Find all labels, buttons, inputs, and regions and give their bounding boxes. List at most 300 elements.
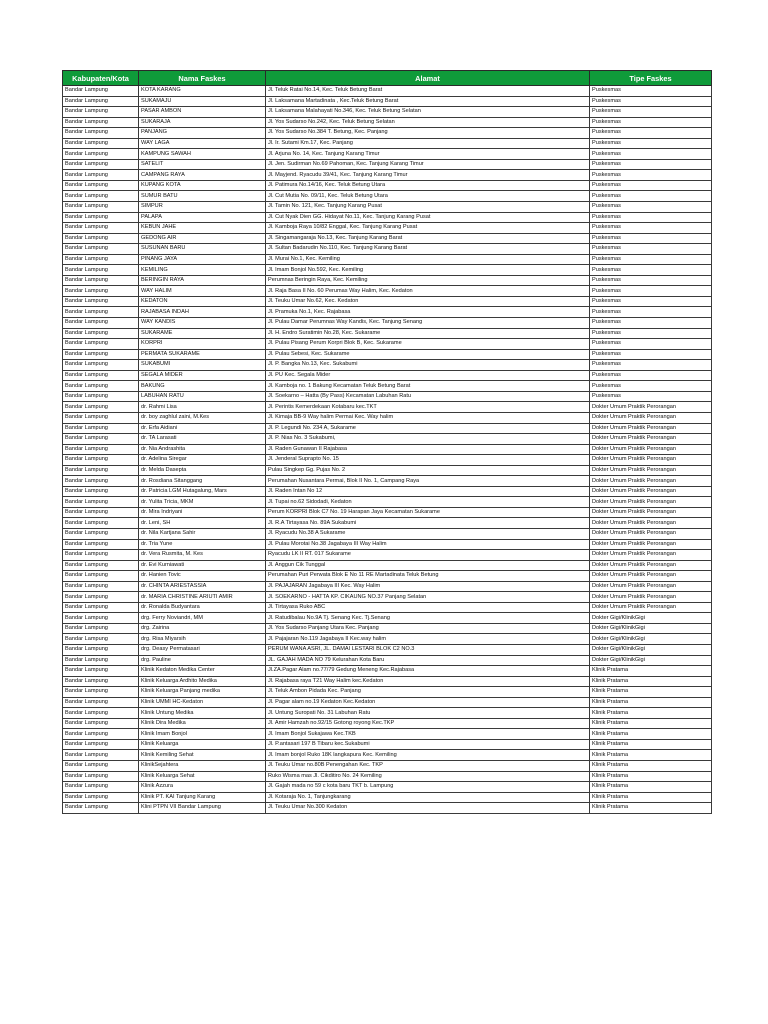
cell-nama-faskes: dr. Rahmi Lisa <box>139 402 266 413</box>
table-row <box>63 571 712 582</box>
cell-nama-faskes: Klinik PT. KAI Tanjung Karang <box>139 792 266 803</box>
cell-kabupaten: Bandar Lampung <box>63 86 139 97</box>
cell-alamat: Jl. P. Nias No. 3 Sukabumi, <box>266 434 590 445</box>
table-row <box>63 708 712 719</box>
cell-tipe-faskes: Klinik Pratama <box>590 708 712 719</box>
cell-alamat: Jl. Jen. Sudirman No.69 Pahoman, Kec. Tanjung Karang Timur <box>266 159 590 170</box>
cell-tipe-faskes: Dokter Umum Praktik Perorangan <box>590 528 712 539</box>
cell-nama-faskes: SUKARAJA <box>139 117 266 128</box>
cell-alamat: Jl. Kamboja no. 1 Bakung Kecamatan Teluk Betung Barat <box>266 381 590 392</box>
cell-kabupaten: Bandar Lampung <box>63 233 139 244</box>
table-row <box>63 803 712 814</box>
cell-tipe-faskes: Puskesmas <box>590 202 712 213</box>
cell-alamat: Jl. Kamboja Raya 10/82 Enggal, Kec. Tanjung Karang Pusat <box>266 223 590 234</box>
cell-kabupaten: Bandar Lampung <box>63 339 139 350</box>
cell-tipe-faskes: Dokter Umum Praktik Perorangan <box>590 423 712 434</box>
table-row <box>63 666 712 677</box>
cell-alamat: Jl. Teuku Umar no.80B Penengahan Kec. TKP <box>266 761 590 772</box>
cell-kabupaten: Bandar Lampung <box>63 286 139 297</box>
table-row <box>63 528 712 539</box>
cell-alamat: Perum KORPRI Blok C7 No. 19 Harapan Jaya Kecamatan Sukarame <box>266 507 590 518</box>
cell-tipe-faskes: Dokter Umum Praktik Perorangan <box>590 455 712 466</box>
cell-alamat: Jl. P.antasari 197 B Tibaru kec.Sukabumi <box>266 739 590 750</box>
cell-nama-faskes: SUMUR BATU <box>139 191 266 202</box>
cell-tipe-faskes: Dokter Umum Praktik Perorangan <box>590 465 712 476</box>
cell-kabupaten: Bandar Lampung <box>63 180 139 191</box>
cell-alamat: Jl. Yos Sudarso Panjang Utara Kec. Panjang <box>266 623 590 634</box>
cell-alamat: Jl. PAJAJARAN Jagabaya III Kec. Way Halim <box>266 581 590 592</box>
table-row <box>63 581 712 592</box>
cell-nama-faskes: SATELIT <box>139 159 266 170</box>
cell-tipe-faskes: Puskesmas <box>590 170 712 181</box>
cell-nama-faskes: dr. Adelina Siregar <box>139 455 266 466</box>
cell-alamat: Jl. Arjuna No. 14, Kec. Tanjung Karang Timur <box>266 149 590 160</box>
cell-nama-faskes: dr. CHINTA ARIESTASSIA <box>139 581 266 592</box>
table-row <box>63 233 712 244</box>
table-row <box>63 423 712 434</box>
cell-kabupaten: Bandar Lampung <box>63 528 139 539</box>
table-row <box>63 86 712 97</box>
cell-tipe-faskes: Dokter Umum Praktik Perorangan <box>590 434 712 445</box>
cell-nama-faskes: dr. boy zaghlul zaini, M.Kes <box>139 412 266 423</box>
cell-tipe-faskes: Klinik Pratama <box>590 739 712 750</box>
table-row <box>63 318 712 329</box>
cell-alamat: JL. GAJAH MADA NO 79 Kelurahan Kota Baru <box>266 655 590 666</box>
faskes-table <box>62 70 712 814</box>
cell-tipe-faskes: Puskesmas <box>590 328 712 339</box>
cell-nama-faskes: drg. Pauline <box>139 655 266 666</box>
cell-tipe-faskes: Klinik Pratama <box>590 803 712 814</box>
cell-kabupaten: Bandar Lampung <box>63 381 139 392</box>
cell-nama-faskes: PANJANG <box>139 128 266 139</box>
cell-tipe-faskes: Puskesmas <box>590 233 712 244</box>
cell-alamat: Jl. Ir. Sutami Km.17, Kec. Panjang <box>266 138 590 149</box>
cell-alamat: Jl. Yos Sudarso No.384 T. Betung, Kec. Panjang <box>266 128 590 139</box>
cell-nama-faskes: Klinik Untung Medika <box>139 708 266 719</box>
cell-kabupaten: Bandar Lampung <box>63 455 139 466</box>
cell-alamat: Jl. Soekarno – Hatta (By Pass) Kecamatan Labuhan Ratu <box>266 391 590 402</box>
cell-tipe-faskes: Puskesmas <box>590 370 712 381</box>
table-row <box>63 476 712 487</box>
cell-alamat: Jl. Gajah mada no 59 c kota baru TKT b. Lampung <box>266 782 590 793</box>
cell-kabupaten: Bandar Lampung <box>63 687 139 698</box>
cell-alamat: Jl. Raja Basa II No. 60 Perumas Way Halim, Kec. Kedaton <box>266 286 590 297</box>
cell-nama-faskes: dr. Tria Yune <box>139 539 266 550</box>
cell-tipe-faskes: Puskesmas <box>590 360 712 371</box>
cell-tipe-faskes: Dokter Gigi/KlinikGigi <box>590 644 712 655</box>
cell-kabupaten: Bandar Lampung <box>63 697 139 708</box>
cell-alamat: Jl. Singamangaraja No.13, Kec. Tanjung Karang Barat <box>266 233 590 244</box>
cell-kabupaten: Bandar Lampung <box>63 518 139 529</box>
cell-alamat: Jl. Pulau Damar Perumnas Way Kandis, Kec. Tanjung Senang <box>266 318 590 329</box>
cell-tipe-faskes: Dokter Gigi/KlinikGigi <box>590 655 712 666</box>
cell-tipe-faskes: Klinik Pratama <box>590 792 712 803</box>
table-row <box>63 265 712 276</box>
cell-nama-faskes: KEDATON <box>139 296 266 307</box>
cell-nama-faskes: PASAR AMBON <box>139 107 266 118</box>
cell-kabupaten: Bandar Lampung <box>63 560 139 571</box>
cell-tipe-faskes: Dokter Umum Praktik Perorangan <box>590 571 712 582</box>
cell-kabupaten: Bandar Lampung <box>63 623 139 634</box>
table-row <box>63 170 712 181</box>
cell-alamat: Jl.ZA.Pagar Alam no.77/79 Gedung Meneng Kec.Rajabasa <box>266 666 590 677</box>
table-row <box>63 370 712 381</box>
cell-kabupaten: Bandar Lampung <box>63 191 139 202</box>
cell-kabupaten: Bandar Lampung <box>63 718 139 729</box>
table-body <box>63 86 712 814</box>
cell-tipe-faskes: Klinik Pratama <box>590 718 712 729</box>
table-row <box>63 739 712 750</box>
cell-alamat: Jl. Raden Gunawan II Rajabasa <box>266 444 590 455</box>
cell-nama-faskes: RAJABASA INDAH <box>139 307 266 318</box>
table-row <box>63 497 712 508</box>
cell-nama-faskes: dr. Erfa Aidiani <box>139 423 266 434</box>
table-row <box>63 465 712 476</box>
cell-kabupaten: Bandar Lampung <box>63 539 139 550</box>
cell-nama-faskes: BAKUNG <box>139 381 266 392</box>
cell-kabupaten: Bandar Lampung <box>63 149 139 160</box>
cell-kabupaten: Bandar Lampung <box>63 634 139 645</box>
cell-alamat: Perumahan Nusantara Permai, Blok II No. 1, Campang Raya <box>266 476 590 487</box>
cell-kabupaten: Bandar Lampung <box>63 644 139 655</box>
cell-nama-faskes: dr. Leni, SH <box>139 518 266 529</box>
table-row <box>63 307 712 318</box>
table-row <box>63 592 712 603</box>
cell-tipe-faskes: Puskesmas <box>590 128 712 139</box>
cell-nama-faskes: SIMPUR <box>139 202 266 213</box>
cell-kabupaten: Bandar Lampung <box>63 265 139 276</box>
table-row <box>63 560 712 571</box>
cell-nama-faskes: dr. Nila Kartjana Sahir <box>139 528 266 539</box>
cell-kabupaten: Bandar Lampung <box>63 318 139 329</box>
cell-kabupaten: Bandar Lampung <box>63 328 139 339</box>
cell-alamat: Jl. Ratudibalau No.9A Tj. Senang Kec. Tj.Senang <box>266 613 590 624</box>
cell-kabupaten: Bandar Lampung <box>63 782 139 793</box>
table-row <box>63 602 712 613</box>
cell-alamat: Jl. Laksamana Malahayati No.346, Kec. Teluk Betung Selatan <box>266 107 590 118</box>
cell-tipe-faskes: Dokter Gigi/KlinikGigi <box>590 623 712 634</box>
table-row <box>63 771 712 782</box>
cell-tipe-faskes: Puskesmas <box>590 307 712 318</box>
cell-kabupaten: Bandar Lampung <box>63 792 139 803</box>
cell-tipe-faskes: Dokter Umum Praktik Perorangan <box>590 581 712 592</box>
cell-nama-faskes: GEDONG AIR <box>139 233 266 244</box>
cell-alamat: Jl. Rajabasa raya T21 Way Halim kec.Kedaton <box>266 676 590 687</box>
cell-nama-faskes: KEBUN JAHE <box>139 223 266 234</box>
cell-alamat: Jl. Pulau Sebesi, Kec. Sukarame <box>266 349 590 360</box>
table-row <box>63 792 712 803</box>
cell-nama-faskes: dr. Vera Rusmita, M. Kes <box>139 550 266 561</box>
cell-kabupaten: Bandar Lampung <box>63 708 139 719</box>
cell-nama-faskes: drg. Risa Miyarsih <box>139 634 266 645</box>
cell-tipe-faskes: Puskesmas <box>590 107 712 118</box>
cell-tipe-faskes: Puskesmas <box>590 254 712 265</box>
header-alamat: Alamat <box>266 71 590 86</box>
cell-nama-faskes: SEGALA MIDER <box>139 370 266 381</box>
table-row <box>63 244 712 255</box>
cell-nama-faskes: SUKARAME <box>139 328 266 339</box>
cell-tipe-faskes: Dokter Umum Praktik Perorangan <box>590 602 712 613</box>
cell-alamat: Perumnas Beringin Raya, Kec. Kemiling <box>266 275 590 286</box>
cell-alamat: Jl. Tirtayasa Ruko ABC <box>266 602 590 613</box>
table-row <box>63 518 712 529</box>
cell-alamat: Jl. Teluk Ratai No.14, Kec. Teluk Betung Barat <box>266 86 590 97</box>
table-row <box>63 676 712 687</box>
table-row <box>63 761 712 772</box>
cell-tipe-faskes: Dokter Umum Praktik Perorangan <box>590 412 712 423</box>
table-row <box>63 507 712 518</box>
cell-kabupaten: Bandar Lampung <box>63 254 139 265</box>
cell-nama-faskes: PINANG JAYA <box>139 254 266 265</box>
cell-nama-faskes: dr. Melda Dasepta <box>139 465 266 476</box>
cell-kabupaten: Bandar Lampung <box>63 307 139 318</box>
cell-alamat: Jl. Pramuka No.1, Kec. Rajabasa <box>266 307 590 318</box>
cell-alamat: Jl. Kimaja BB-9 Way halim Permai Kec. Way halim <box>266 412 590 423</box>
cell-nama-faskes: Klinik Keluarga Sehat <box>139 771 266 782</box>
cell-kabupaten: Bandar Lampung <box>63 159 139 170</box>
cell-alamat: Jl. Patimura No.14/16, Kec. Teluk Betung Utara <box>266 180 590 191</box>
table-row <box>63 360 712 371</box>
cell-nama-faskes: dr. TA Larasati <box>139 434 266 445</box>
cell-tipe-faskes: Dokter Umum Praktik Perorangan <box>590 560 712 571</box>
cell-alamat: Jl. P. Legundi No. 234 A, Sukarame <box>266 423 590 434</box>
table-row <box>63 750 712 761</box>
table-row <box>63 486 712 497</box>
cell-tipe-faskes: Puskesmas <box>590 286 712 297</box>
cell-alamat: Jl. Cut Nyak Dien GG. Hidayat No.11, Kec. Tanjung Karang Pusat <box>266 212 590 223</box>
cell-kabupaten: Bandar Lampung <box>63 349 139 360</box>
cell-alamat: Jl. Amir Hamzah no.92/15 Gotong royong Kec.TKP <box>266 718 590 729</box>
cell-alamat: Jl. Ryacudu No.38 A Sukarame <box>266 528 590 539</box>
cell-alamat: Jl. Pajajaran No.119 Jagabaya II Kec.way halim <box>266 634 590 645</box>
cell-alamat: Jl. Tupai no.62 Sidodadi, Kedaton <box>266 497 590 508</box>
cell-alamat: Jl. Mayjend. Ryacudu 39/41, Kec. Tanjung Karang Timur <box>266 170 590 181</box>
cell-kabupaten: Bandar Lampung <box>63 676 139 687</box>
cell-kabupaten: Bandar Lampung <box>63 486 139 497</box>
table-row <box>63 634 712 645</box>
table-row <box>63 212 712 223</box>
cell-alamat: Jl. Raden Intan No 12 <box>266 486 590 497</box>
cell-alamat: Jl. Yos Sudarso No.242, Kec. Teluk Betung Selatan <box>266 117 590 128</box>
cell-tipe-faskes: Klinik Pratama <box>590 761 712 772</box>
table-row <box>63 391 712 402</box>
table-row <box>63 328 712 339</box>
cell-tipe-faskes: Klinik Pratama <box>590 666 712 677</box>
table-row <box>63 550 712 561</box>
cell-nama-faskes: dr. Mira Indriyani <box>139 507 266 518</box>
cell-tipe-faskes: Puskesmas <box>590 149 712 160</box>
cell-kabupaten: Bandar Lampung <box>63 107 139 118</box>
table-row <box>63 296 712 307</box>
cell-nama-faskes: dr. Hanien Tovic <box>139 571 266 582</box>
cell-kabupaten: Bandar Lampung <box>63 212 139 223</box>
cell-nama-faskes: dr. Evi Kurniawati <box>139 560 266 571</box>
cell-tipe-faskes: Puskesmas <box>590 86 712 97</box>
cell-tipe-faskes: Klinik Pratama <box>590 750 712 761</box>
cell-alamat: Jl. Pagar alam no.19 Kedaton Kec.Kedaton <box>266 697 590 708</box>
table-row <box>63 434 712 445</box>
cell-kabupaten: Bandar Lampung <box>63 434 139 445</box>
table-row <box>63 180 712 191</box>
table-row <box>63 412 712 423</box>
cell-kabupaten: Bandar Lampung <box>63 391 139 402</box>
cell-nama-faskes: Klinik Kedaton Medika Center <box>139 666 266 677</box>
cell-nama-faskes: CAMPANG RAYA <box>139 170 266 181</box>
cell-nama-faskes: KUPANG KOTA <box>139 180 266 191</box>
cell-kabupaten: Bandar Lampung <box>63 370 139 381</box>
cell-kabupaten: Bandar Lampung <box>63 412 139 423</box>
table-row <box>63 613 712 624</box>
cell-alamat: Jl. Jenderal Suprapto No. 15 <box>266 455 590 466</box>
cell-alamat: Ruko Wisma mas Jl. Cikditiro No. 24 Kemiling <box>266 771 590 782</box>
header-nama-faskes: Nama Faskes <box>139 71 266 86</box>
cell-alamat: Jl. Sultan Badarudin No.110, Kec. Tanjung Karang Barat <box>266 244 590 255</box>
cell-tipe-faskes: Puskesmas <box>590 275 712 286</box>
cell-tipe-faskes: Klinik Pratama <box>590 729 712 740</box>
cell-nama-faskes: KOTA KARANG <box>139 86 266 97</box>
cell-alamat: Jl. Imam Bonjol Sukajawa Kec.TKB <box>266 729 590 740</box>
cell-alamat: Jl. P. Bangka No.13, Kec. Sukabumi <box>266 360 590 371</box>
cell-kabupaten: Bandar Lampung <box>63 170 139 181</box>
cell-tipe-faskes: Puskesmas <box>590 349 712 360</box>
cell-alamat: Jl. Cut Mutia No. 09/11, Kec. Teluk Betung Utara <box>266 191 590 202</box>
table-row <box>63 349 712 360</box>
table-row <box>63 202 712 213</box>
cell-nama-faskes: dr. Rosdiana Sitanggang <box>139 476 266 487</box>
table-row <box>63 697 712 708</box>
cell-nama-faskes: PERMATA SUKARAME <box>139 349 266 360</box>
cell-tipe-faskes: Puskesmas <box>590 223 712 234</box>
table-row <box>63 339 712 350</box>
cell-nama-faskes: Klinik Keluarga <box>139 739 266 750</box>
cell-alamat: Jl. Pulau Pisang Perum Korpri Blok B, Kec. Sukarame <box>266 339 590 350</box>
cell-tipe-faskes: Dokter Umum Praktik Perorangan <box>590 402 712 413</box>
cell-kabupaten: Bandar Lampung <box>63 613 139 624</box>
cell-alamat: Jl. R.A Tirtayasa No. 89A Sukabumi <box>266 518 590 529</box>
cell-nama-faskes: BERINGIN RAYA <box>139 275 266 286</box>
cell-kabupaten: Bandar Lampung <box>63 202 139 213</box>
cell-nama-faskes: WAY LAGA <box>139 138 266 149</box>
cell-kabupaten: Bandar Lampung <box>63 444 139 455</box>
header-tipe-faskes: Tipe Faskes <box>590 71 712 86</box>
cell-nama-faskes: Klinik Keluarga Panjang medika <box>139 687 266 698</box>
cell-nama-faskes: drg. Zairina <box>139 623 266 634</box>
table-row <box>63 655 712 666</box>
cell-tipe-faskes: Puskesmas <box>590 381 712 392</box>
table-row <box>63 381 712 392</box>
cell-alamat: Jl. Teuku Umar No.62, Kec. Kedaton <box>266 296 590 307</box>
cell-alamat: Jl. Murai No.1, Kec. Kemiling <box>266 254 590 265</box>
cell-tipe-faskes: Puskesmas <box>590 159 712 170</box>
cell-kabupaten: Bandar Lampung <box>63 571 139 582</box>
cell-tipe-faskes: Puskesmas <box>590 339 712 350</box>
cell-tipe-faskes: Klinik Pratama <box>590 771 712 782</box>
cell-tipe-faskes: Klinik Pratama <box>590 676 712 687</box>
table-row <box>63 444 712 455</box>
cell-alamat: Jl. Anggun Cik Tunggal <box>266 560 590 571</box>
cell-alamat: Jl. H. Endro Suratimin No.28, Kec. Sukarame <box>266 328 590 339</box>
table-row <box>63 286 712 297</box>
cell-alamat: PERUM WANA ASRI, JL. DAMAI LESTARI BLOK C2 NO.3 <box>266 644 590 655</box>
cell-kabupaten: Bandar Lampung <box>63 602 139 613</box>
cell-nama-faskes: KORPRI <box>139 339 266 350</box>
cell-nama-faskes: SUKAMAJU <box>139 96 266 107</box>
faskes-sheet <box>62 70 711 814</box>
cell-tipe-faskes: Puskesmas <box>590 191 712 202</box>
cell-kabupaten: Bandar Lampung <box>63 666 139 677</box>
cell-nama-faskes: dr. Nia Andrashita <box>139 444 266 455</box>
cell-kabupaten: Bandar Lampung <box>63 138 139 149</box>
cell-tipe-faskes: Puskesmas <box>590 117 712 128</box>
cell-tipe-faskes: Klinik Pratama <box>590 697 712 708</box>
cell-tipe-faskes: Dokter Gigi/KlinikGigi <box>590 634 712 645</box>
cell-tipe-faskes: Puskesmas <box>590 96 712 107</box>
cell-alamat: Jl. Teuku Umar No.300 Kedaton <box>266 803 590 814</box>
cell-kabupaten: Bandar Lampung <box>63 761 139 772</box>
cell-nama-faskes: KlinikSejahtera <box>139 761 266 772</box>
cell-nama-faskes: KEMILING <box>139 265 266 276</box>
cell-alamat: Jl. Perintis Kemerdekaan Kotabaru kec.TKT <box>266 402 590 413</box>
cell-nama-faskes: dr. MARIA CHRISTINE ARIUTI AMIR <box>139 592 266 603</box>
cell-nama-faskes: drg. Ferry Noviandri, MM <box>139 613 266 624</box>
cell-tipe-faskes: Dokter Umum Praktik Perorangan <box>590 486 712 497</box>
cell-kabupaten: Bandar Lampung <box>63 244 139 255</box>
cell-nama-faskes: Klinik Keluarga Ardhito Medika <box>139 676 266 687</box>
cell-tipe-faskes: Puskesmas <box>590 138 712 149</box>
cell-kabupaten: Bandar Lampung <box>63 360 139 371</box>
cell-alamat: Jl. Tamin No. 121, Kec. Tanjung Karang Pusat <box>266 202 590 213</box>
cell-kabupaten: Bandar Lampung <box>63 655 139 666</box>
cell-kabupaten: Bandar Lampung <box>63 750 139 761</box>
cell-tipe-faskes: Puskesmas <box>590 296 712 307</box>
cell-kabupaten: Bandar Lampung <box>63 275 139 286</box>
cell-kabupaten: Bandar Lampung <box>63 476 139 487</box>
cell-nama-faskes: Klinik Imam Bonjol <box>139 729 266 740</box>
cell-nama-faskes: Klinik Azzura <box>139 782 266 793</box>
cell-nama-faskes: Klinik Dira Medika <box>139 718 266 729</box>
cell-kabupaten: Bandar Lampung <box>63 465 139 476</box>
cell-tipe-faskes: Dokter Gigi/KlinikGigi <box>590 613 712 624</box>
cell-nama-faskes: dr. Ronalda Budyantara <box>139 602 266 613</box>
cell-tipe-faskes: Klinik Pratama <box>590 687 712 698</box>
table-row <box>63 718 712 729</box>
cell-nama-faskes: dr. Patricia LGM Hutagalung, Mars <box>139 486 266 497</box>
table-row <box>63 539 712 550</box>
cell-tipe-faskes: Dokter Umum Praktik Perorangan <box>590 476 712 487</box>
table-row <box>63 107 712 118</box>
cell-alamat: Jl. Untung Suropati No. 31 Labuhan Ratu <box>266 708 590 719</box>
cell-kabupaten: Bandar Lampung <box>63 402 139 413</box>
cell-nama-faskes: drg. Deasy Permatasari <box>139 644 266 655</box>
cell-alamat: Jl. Imam Bonjol No.592, Kec. Kemiling <box>266 265 590 276</box>
cell-alamat: Jl. Kotaraja No. 1, Tanjungkarang <box>266 792 590 803</box>
table-row <box>63 223 712 234</box>
table-row <box>63 729 712 740</box>
cell-alamat: Jl. Laksamana Martadinata , Kec.Teluk Betung Barat <box>266 96 590 107</box>
table-row <box>63 191 712 202</box>
cell-kabupaten: Bandar Lampung <box>63 581 139 592</box>
table-row <box>63 117 712 128</box>
cell-nama-faskes: Klini PTPN VII Bandar Lampung <box>139 803 266 814</box>
table-row <box>63 128 712 139</box>
cell-kabupaten: Bandar Lampung <box>63 550 139 561</box>
cell-kabupaten: Bandar Lampung <box>63 592 139 603</box>
cell-tipe-faskes: Dokter Umum Praktik Perorangan <box>590 518 712 529</box>
header-row <box>63 71 712 86</box>
table-row <box>63 687 712 698</box>
cell-nama-faskes: SUKABUMI <box>139 360 266 371</box>
cell-tipe-faskes: Puskesmas <box>590 265 712 276</box>
